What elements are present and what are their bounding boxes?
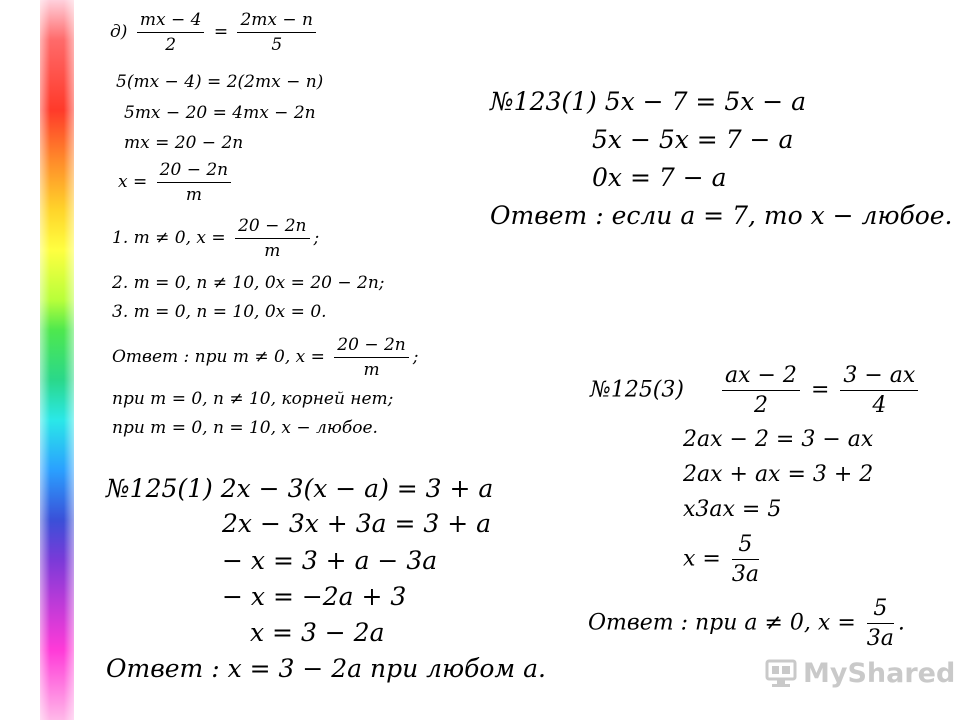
- eq-line-3: 5mx − 20 = 4mx − 2n: [124, 103, 316, 123]
- p125-3-line-2: 2ax − 2 = 3 − ax: [683, 427, 874, 452]
- p125-3-line-3: 2ax + ax = 3 + 2: [683, 462, 874, 487]
- p125-1-line-1: №125(1) 2x − 3(x − a) = 3 + a: [106, 474, 494, 503]
- p123-line-1: №123(1) 5x − 7 = 5x − a: [490, 87, 807, 116]
- eq-line-2: 5(mx − 4) = 2(2mx − n): [116, 72, 324, 92]
- p125-3-answer: Ответ : при a ≠ 0, x = $\frac{5}{3a}$ .: [588, 596, 905, 651]
- p125-1-line-2: 2x − 3x + 3a = 3 + a: [222, 509, 491, 538]
- monitor-icon: [765, 658, 797, 688]
- eq-line-5: x = $\frac{20 - 2n}{m}$: [118, 160, 235, 205]
- answer-2: при m = 0, n ≠ 10, корней нет;: [112, 389, 394, 409]
- case-2: 2. m = 0, n ≠ 10, 0x = 20 − 2n;: [112, 273, 385, 293]
- eq-line-4: mx = 20 − 2n: [124, 133, 244, 153]
- p125-3-line-4: x3ax = 5: [683, 497, 782, 522]
- p123-answer: Ответ : если a = 7, то x − любое.: [490, 201, 953, 230]
- p125-1-line-3: − x = 3 + a − 3a: [222, 546, 438, 575]
- case-3: 3. m = 0, n = 10, 0x = 0.: [112, 302, 327, 322]
- p125-3-line-5: x = $\frac{5}{3a}$: [683, 532, 759, 587]
- rainbow-stripe: [40, 0, 74, 720]
- answer-3: при m = 0, n = 10, x − любое.: [112, 418, 378, 438]
- eq-d-original: д) $\frac{mx - 4}{2}$ = $\frac{2mx - n}{5}$: [110, 10, 320, 55]
- p125-1-line-4: − x = −2a + 3: [222, 582, 407, 611]
- fraction-right: $\frac{2mx - n}{5}$: [237, 10, 316, 55]
- p125-1-line-5: x = 3 − 2a: [250, 618, 385, 647]
- p123-line-3: 0x = 7 − a: [592, 163, 727, 192]
- answer-1: Ответ : при m ≠ 0, x = $\frac{20 - 2n}{m}$ ;: [112, 335, 419, 380]
- myshared-logo: MyShared: [765, 656, 955, 690]
- p125-1-answer: Ответ : x = 3 − 2a при любом a.: [106, 654, 546, 683]
- p123-line-2: 5x − 5x = 7 − a: [592, 125, 794, 154]
- case-1: 1. m ≠ 0, x = $\frac{20 - 2n}{m}$ ;: [112, 216, 320, 261]
- fraction-left: $\frac{mx - 4}{2}$: [137, 10, 205, 55]
- p125-3-line-1: №125(3) $\frac{ax - 2}{2}$ = $\frac{3 - ax}{4}$: [590, 363, 922, 418]
